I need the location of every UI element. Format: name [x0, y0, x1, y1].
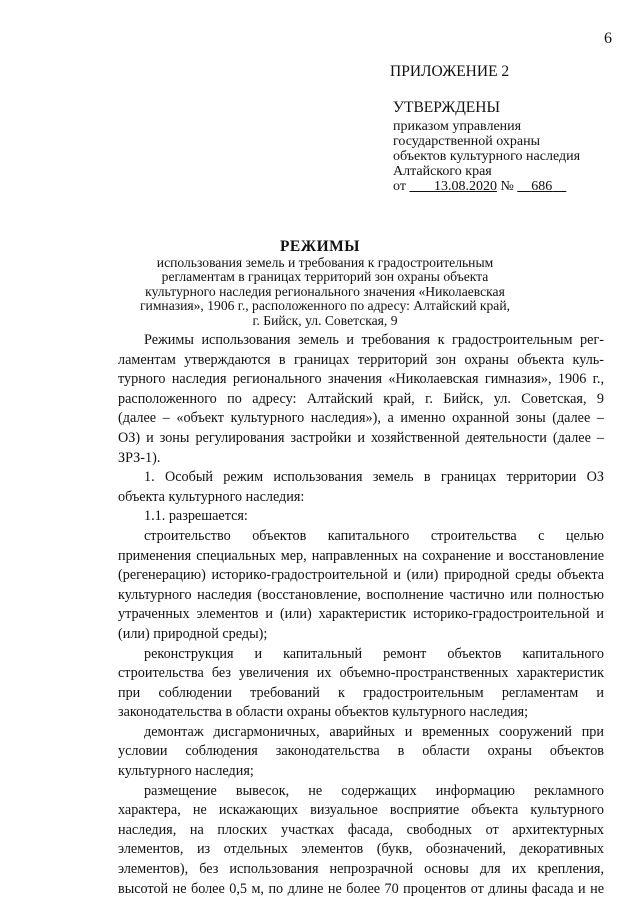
section-1-paragraph: [118, 468, 604, 507]
text-line: (или) природной среды);: [118, 625, 268, 642]
subtitle-line: использования земель и требования к градостроительным: [156, 255, 494, 270]
text-line: 1. Особый режим использования земель в границах территории ОЗ: [144, 469, 604, 486]
item-reconstruction: [118, 645, 604, 723]
text-line: ламентам утверждаются в границах территорий зон охраны объекта куль-: [118, 351, 604, 368]
text-line: демонтаж дисгармоничных, аварийных и временных сооружений при: [144, 723, 604, 740]
text-line: условии соблюдения законодательства в области охраны объектов: [118, 743, 604, 760]
text-line: турного наследия регионального значения «Николаевская гимназия», 1906 г.,: [118, 371, 604, 388]
text-line: культурного наследия;: [118, 763, 254, 780]
text-line: элементов), без использования непрозрачной основы для их крепления,: [118, 861, 604, 878]
section-1-1-heading: [118, 507, 604, 527]
approval-line: Алтайского края: [393, 164, 492, 179]
text-line: высотой не более 0,5 м, по длине не более 70 процентов от длины фасада и не: [118, 880, 604, 897]
text-line: элементов, из отдельных элементов (букв, обозначений, декоративных: [118, 841, 604, 858]
item-signage: [118, 782, 604, 900]
text-line: (регенерацию) историко-градостроительной и (или) природной среды объекта: [118, 567, 604, 584]
approval-block: [393, 100, 580, 194]
intro-paragraph: [118, 331, 604, 468]
approval-heading: УТВЕРЖДЕНЫ: [393, 99, 500, 116]
text-line: ЗРЗ-1).: [118, 449, 161, 466]
text-line: (далее – «объект культурного наследия»), а именно охранной зоны (далее –: [118, 410, 604, 427]
text-line: строительства без увеличения их объемно-пространственных характеристик: [118, 665, 604, 682]
text-line: строительство объектов капитального строительства с целью: [144, 527, 604, 544]
text-line: характера, не искажающих визуальное восприятие объекта культурного: [118, 802, 604, 819]
order-date: 13.08.2020: [433, 179, 497, 194]
text-line: утраченных элементов и (или) характеристик историко-градостроительной и: [118, 606, 604, 623]
document-subtitle: [110, 256, 540, 328]
document-title: РЕЖИМЫ: [279, 238, 361, 255]
approval-line: приказом управления: [393, 119, 522, 134]
page-number: 6: [604, 30, 612, 47]
text-line: применения специальных мер, направленных на сохранение и восстановление: [118, 547, 604, 564]
text-line: законодательства в области охраны объектов культурного наследия;: [118, 704, 529, 721]
appendix-label: ПРИЛОЖЕНИЕ 2: [390, 63, 510, 80]
approval-line: объектов культурного наследия: [393, 149, 581, 164]
text-line: 1.1. разрешается:: [144, 508, 248, 525]
text-line: расположенного по адресу: Алтайский край, г. Бийск, ул. Советская, 9: [118, 390, 604, 407]
subtitle-line: гимназия», 1906 г., расположенного по адресу: Алтайский край,: [139, 298, 511, 314]
item-dismantling: [118, 723, 604, 782]
subtitle-line: регламентам в границах территорий зон охраны объекта: [161, 269, 489, 285]
approval-date-line: [393, 179, 580, 194]
text-line: объекта культурного наследия:: [118, 488, 305, 505]
text-line: культурного наследия (восстановление, восполнение частично или полностью: [118, 586, 604, 603]
text-line: наследия, на плоских участках фасада, свободных от архитектурных: [118, 821, 604, 838]
text-line: реконструкция и капитальный ремонт объектов капитального: [144, 645, 604, 662]
document-body: [118, 331, 604, 899]
text-line: Режимы использования земель и требования к градостроительным рег-: [144, 332, 604, 348]
from-label: от: [393, 179, 406, 194]
item-construction: [118, 527, 604, 645]
text-line: при соблюдении требований к градостроительным регламентам и: [118, 684, 604, 701]
subtitle-line: г. Бийск, ул. Советская, 9: [252, 312, 398, 328]
text-line: ОЗ) и зоны регулирования застройки и хозяйственной деятельности (далее –: [118, 429, 604, 446]
subtitle-line: культурного наследия регионального значения «Николаевская: [145, 283, 505, 299]
text-line: размещение вывесок, не содержащих информацию рекламного: [144, 782, 604, 799]
number-sign: №: [500, 179, 514, 194]
approval-line: государственной охраны: [393, 134, 541, 149]
order-number: 686: [531, 179, 553, 194]
